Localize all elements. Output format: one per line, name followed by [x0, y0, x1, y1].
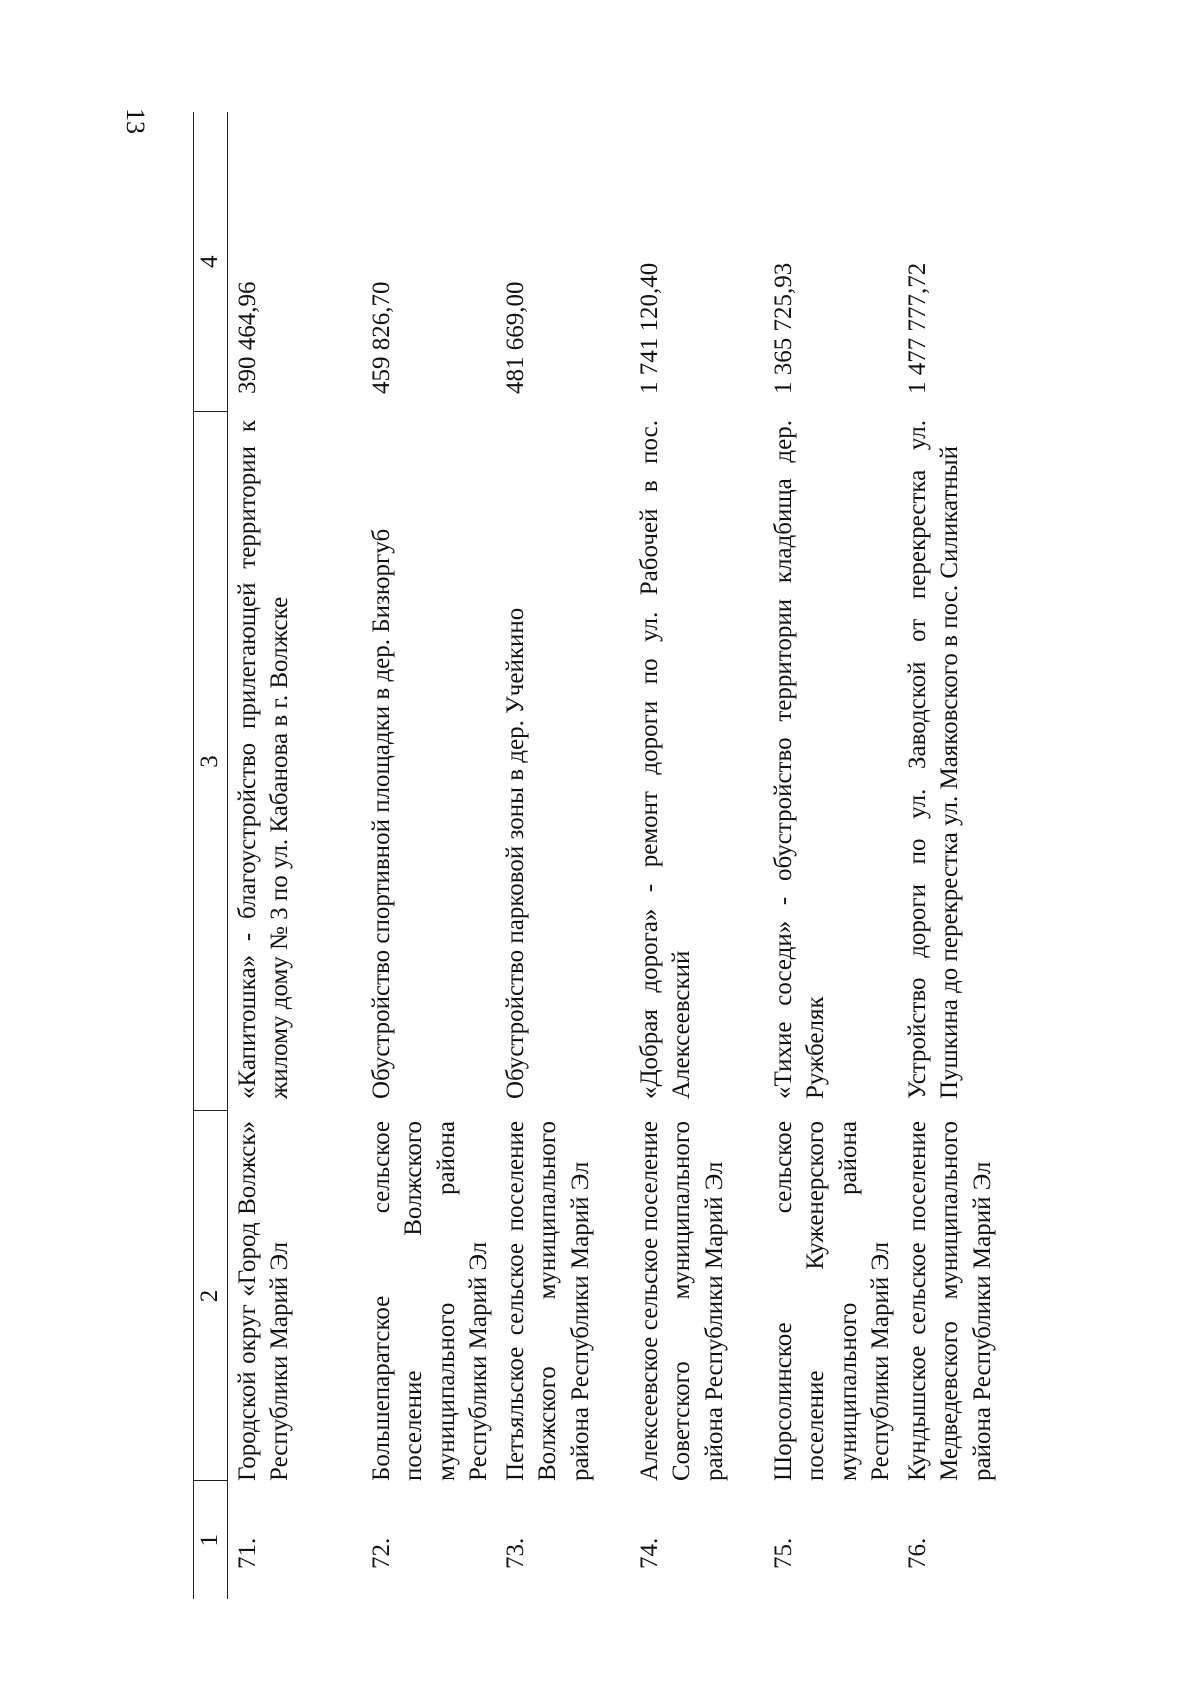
- municipality-name: Шорсолинское сельское поселение Куженерского муниципального района Республики Марий Эл: [769, 1121, 894, 1481]
- column-header-1: 1: [194, 1481, 228, 1599]
- municipality-name: Алексеевское сельское поселение Советского муниципального района Республики Марий Эл: [635, 1121, 728, 1481]
- table-row: [496, 112, 630, 1599]
- table-header-row: [194, 112, 228, 1599]
- funding-amount: 390 464,96: [233, 281, 261, 394]
- table-row: [630, 112, 764, 1599]
- funding-amount: 481 669,00: [501, 281, 529, 394]
- row-number: 76.: [903, 1537, 931, 1569]
- project-description: Устройство дороги по ул. Заводской от перекрестка ул. Пушкина до перекрестка ул. Маяковского в пос. Силикатный: [903, 420, 963, 1099]
- table-row: [227, 112, 362, 1599]
- row-number: 73.: [501, 1537, 529, 1569]
- funding-table: [193, 112, 1032, 1599]
- table-row: [362, 112, 496, 1599]
- municipality-name: Большепаратское сельское поселение Волжского муниципального района Республики Марий Эл: [367, 1121, 492, 1481]
- project-description: Обустройство парковой зоны в дер. Учейкино: [501, 607, 529, 1099]
- row-number: 74.: [635, 1537, 663, 1569]
- funding-amount: 1 741 120,40: [635, 262, 663, 394]
- table-row: [764, 112, 898, 1599]
- row-number: 75.: [769, 1537, 797, 1569]
- row-number: 72.: [367, 1537, 395, 1569]
- municipality-name: Петъяльское сельское поселение Волжского муниципального района Республики Марий Эл: [501, 1121, 594, 1481]
- municipality-name: Городской округ «Город Волжск» Республики Марий Эл: [233, 1121, 293, 1481]
- funding-amount: 1 365 725,93: [769, 262, 797, 394]
- page-number: 13: [121, 108, 150, 134]
- funding-amount: 1 477 777,72: [903, 262, 931, 394]
- municipality-name: Кундышское сельское поселение Медведевского муниципального района Республики Марий Эл: [903, 1121, 996, 1481]
- column-header-3: 3: [194, 412, 228, 1111]
- project-description: Обустройство спортивной площадки в дер. Бизюргуб: [367, 528, 395, 1099]
- table-row: [898, 112, 1032, 1599]
- project-description: «Тихие соседи» - обустройство территории кладбища дер. Ружбеляк: [769, 420, 829, 1099]
- row-number: 71.: [233, 1537, 261, 1569]
- rotated-table-container: [193, 112, 1023, 1599]
- project-description: «Добрая дорога» - ремонт дороги по ул. Рабочей в пос. Алексеевский: [635, 420, 695, 1099]
- column-header-4: 4: [196, 255, 223, 268]
- funding-amount: 459 826,70: [367, 281, 395, 394]
- column-header-2: 2: [194, 1111, 228, 1481]
- project-description: «Капитошка» - благоустройство прилегающей территории к жилому дому № 3 по ул. Кабанова в г. Волжске: [233, 420, 293, 1099]
